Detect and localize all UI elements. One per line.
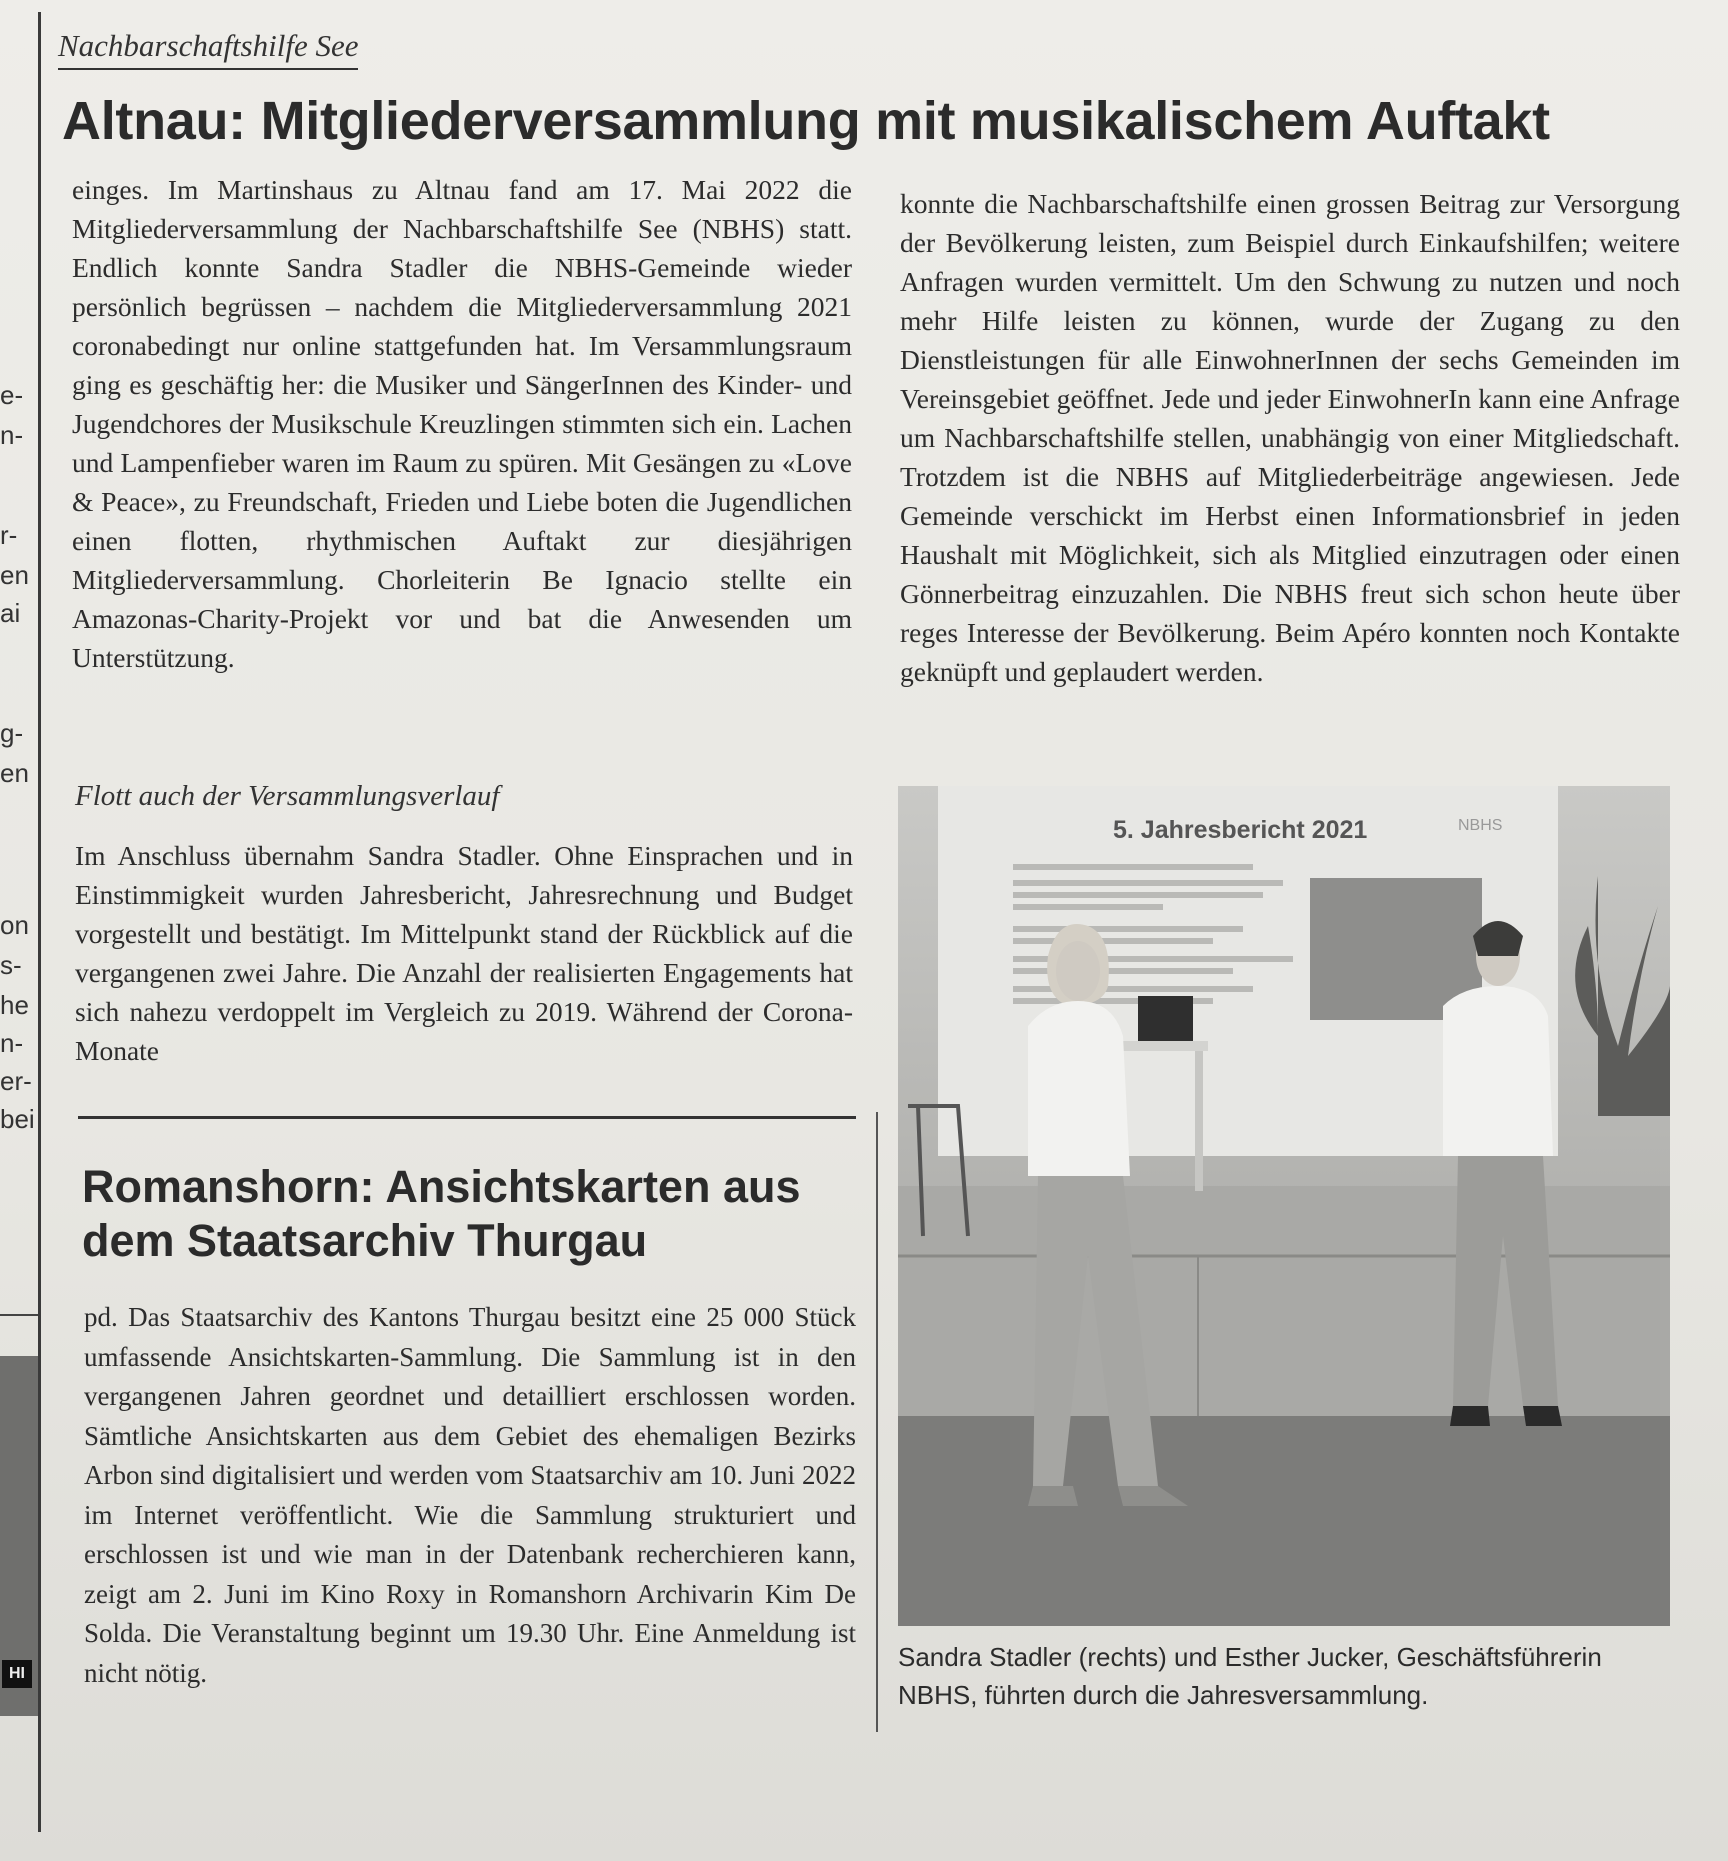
- article-photo: [898, 786, 1670, 1626]
- article-column-1: [72, 170, 852, 677]
- fragment-text: he: [0, 990, 29, 1020]
- paragraph: einges. Im Martinshaus zu Altnau fand am 17. Mai 2022 die Mitgliederversammlung der Nachbarschaftshilfe See (NBHS) statt. Endlich konnte Sandra Stadler die NBHS-Gemeinde wieder persönlich begrüssen – nachdem die Mitgliederversammlung 2021 coronabedingt nur online stattgefunden hat. Im Versammlungsraum ging es geschäftig her: die Musiker und SängerInnen des Kinder- und Jugendchores der Musikschule Kreuzlingen stimmten sich ein. Lachen und Lampenfieber waren im Raum zu spüren. Mit Gesängen zu «Love & Peace», zu Freundschaft, Frieden und Liebe boten die Jugendlichen einen flotten, rhythmischen Auftakt zur diesjährigen Mitgliederversammlung. Chorleiterin Be Ignacio stellte ein Amazonas-Charity-Projekt vor und bat die Anwesenden um Unterstützung.: [72, 174, 852, 673]
- column-rule: [38, 12, 41, 1832]
- subheading: Flott auch der Versammlungsverlauf: [75, 780, 500, 812]
- fragment-text: g-: [0, 718, 24, 748]
- column-divider: [876, 1112, 878, 1732]
- fragment-text: s-: [0, 950, 22, 980]
- paragraph: konnte die Nachbarschaftshilfe einen grossen Beitrag zur Versorgung der Bevölkerung leisten, zum Beispiel durch Einkaufshilfen; weitere Anfragen wurden vermittelt. Um den Schwung zu nutzen und noch mehr Hilfe leisten zu können, wurde der Zugang zu den Dienstleistungen für alle EinwohnerInnen der sechs Gemeinden im Vereinsgebiet geöffnet. Jede und jeder EinwohnerIn kann eine Anfrage um Nachbarschaftshilfe stellen, unabhängig von einer Mitgliedschaft. Trotzdem ist die NBHS auf Mitgliederbeiträge angewiesen. Jede Gemeinde verschickt im Herbst einen Informationsbrief in jeden Haushalt mit Möglichkeit, sich als Mitglied einzutragen oder einen Gönnerbeitrag einzuzahlen. Die NBHS freut sich schon heute über reges Interesse der Bevölkerung. Beim Apéro konnten noch Kontakte geknüpft und geplaudert werden.: [900, 188, 1680, 687]
- fragment-text: on: [0, 910, 29, 940]
- paragraph: Im Anschluss übernahm Sandra Stadler. Ohne Einsprachen und in Einstimmigkeit wurden Jahresbericht, Jahresrechnung und Budget vorgestellt und bestätigt. Im Mittelpunkt stand der Rückblick auf die vergangenen zwei Jahre. Die Anzahl der realisierten Engagements hat sich nahezu verdoppelt im Vergleich zu 2019. Während der Corona-Monate: [75, 840, 853, 1066]
- headline: Altnau: Mitgliederversammlung mit musikalischem Auftakt: [62, 91, 1550, 151]
- fragment-text: en: [0, 560, 29, 590]
- ad-logo-fragment: HI: [2, 1660, 32, 1688]
- article-divider: [78, 1116, 856, 1119]
- fragment-text: en: [0, 758, 29, 788]
- section-label: Nachbarschaftshilfe See: [58, 28, 358, 70]
- article-column-2: [900, 184, 1680, 691]
- photo-illustration: [898, 786, 1670, 1626]
- article2-headline: Romanshorn: Ansichtskarten aus dem Staatsarchiv Thurgau: [82, 1161, 801, 1266]
- fragment-text: e-: [0, 380, 24, 410]
- fragment-text: n-: [0, 1028, 24, 1058]
- fragment-text: er-: [0, 1066, 32, 1096]
- slide-title: 5. Jahresbericht 2021: [1113, 816, 1368, 844]
- fragment-text: bei: [0, 1104, 35, 1134]
- paragraph: pd. Das Staatsarchiv des Kantons Thurgau besitzt eine 25 000 Stück umfassende Ansichtskarten-Sammlung. Die Sammlung ist in den vergangenen Jahren geordnet und detailliert erschlossen worden. Sämtliche Ansichtskarten aus dem Gebiet des ehemaligen Bezirks Arbon sind digitalisiert und werden vom Staatsarchiv am 10. Juni 2022 im Internet veröffentlicht. Wie die Sammlung strukturiert und erschlossen ist und wie man in der Datenbank recherchieren kann, zeigt am 2. Juni im Kino Roxy in Romanshorn Archivarin Kim De Solda. Die Veranstaltung beginnt um 19.30 Uhr. Eine Anmeldung ist nicht nötig.: [84, 1302, 856, 1688]
- article2-body: [84, 1298, 856, 1693]
- fragment-text: n-: [0, 420, 24, 450]
- rule: [0, 1314, 38, 1316]
- photo-caption: Sandra Stadler (rechts) und Esther Jucker, Geschäftsführerin NBHS, führten durch die Jahresversammlung.: [898, 1642, 1602, 1710]
- fragment-text: r-: [0, 520, 18, 550]
- article-column-1-continued: [75, 836, 853, 1070]
- fragment-text: ai: [0, 598, 21, 628]
- floor: [898, 1416, 1670, 1626]
- slide-logo: NBHS: [1458, 817, 1503, 834]
- laptop: [1138, 996, 1193, 1041]
